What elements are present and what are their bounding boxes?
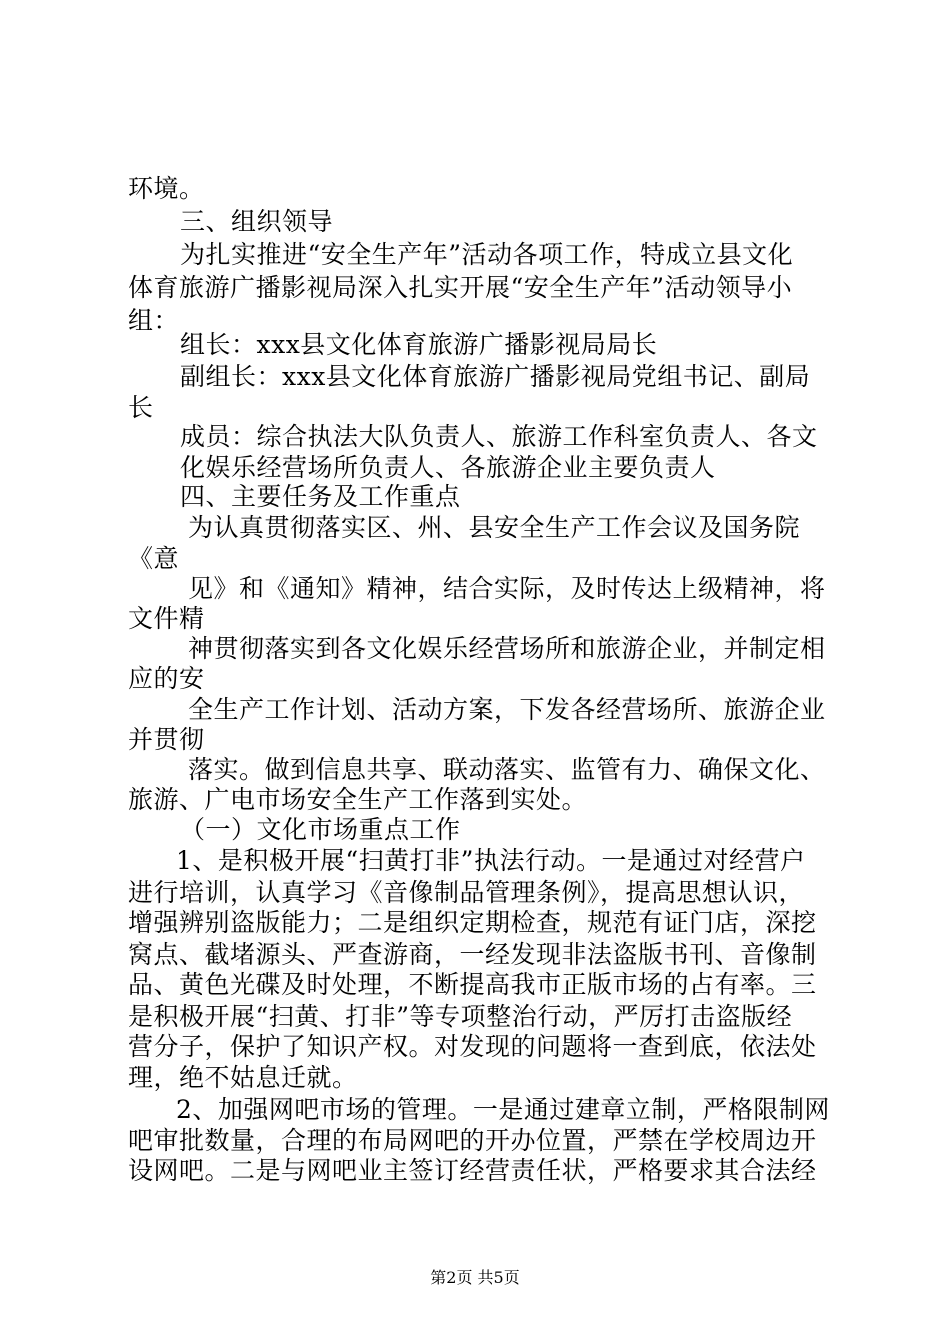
text-line: 理，绝不姑息迁就。 (128, 1063, 358, 1092)
text-line: 应的安 (128, 664, 205, 693)
text-line: 副组长：xxx县文化体育旅游广播影视局党组书记、副局 (180, 362, 811, 391)
text-line: 文件精 (128, 604, 205, 633)
text-line: 《意 (128, 544, 180, 573)
text-line: 吧审批数量，合理的布局网吧的开办位置，严禁在学校周边开 (128, 1126, 817, 1155)
text-line: 并贯彻 (128, 725, 205, 754)
text-line: 窝点、截堵源头、严查游商，一经发现非法盗版书刊、音像制 (128, 940, 817, 969)
text-line: 化娱乐经营场所负责人、各旅游企业主要负责人 (180, 453, 716, 482)
text-line: 见》和《通知》精神，结合实际，及时传达上级精神，将 (188, 574, 826, 603)
page-number-footer: 第2页 共5页 (430, 1268, 520, 1287)
text-line: 营分子，保护了知识产权。对发现的问题将一查到底，依法处 (128, 1032, 817, 1061)
text-line: 设网吧。二是与网吧业主签订经营责任状，严格要求其合法经 (128, 1156, 817, 1185)
text-line: 神贯彻落实到各文化娱乐经营场所和旅游企业，并制定相 (188, 634, 826, 663)
text-line: 进行培训，认真学习《音像制品管理条例》，提高思想认识， (128, 878, 805, 907)
text-line: 1、是积极开展“扫黄打非”执法行动。一是通过对经营户 (176, 846, 806, 875)
text-line: 为扎实推进“安全生产年”活动各项工作，特成立县文化 (180, 240, 794, 269)
text-line: 旅游、广电市场安全生产工作落到实处。 (128, 785, 588, 814)
section-heading: 三、组织领导 (180, 207, 334, 236)
text-line: 环境。 (128, 174, 205, 203)
text-line: 全生产工作计划、活动方案，下发各经营场所、旅游企业 (188, 695, 826, 724)
text-line: 组长：xxx县文化体育旅游广播影视局局长 (180, 330, 658, 359)
text-line: 品、黄色光碟及时处理，不断提高我市正版市场的占有率。三 (128, 970, 817, 999)
text-line: 落实。做到信息共享、联动落实、监管有力、确保文化、 (188, 755, 826, 784)
text-line: 增强辨别盗版能力；二是组织定期检查，规范有证门店，深挖 (128, 908, 817, 937)
text-line: 组： (128, 306, 180, 335)
section-heading: （一）文化市场重点工作 (180, 815, 461, 844)
text-line: 为认真贯彻落实区、州、县安全生产工作会议及国务院 (188, 513, 801, 542)
text-line: 成员：综合执法大队负责人、旅游工作科室负责人、各文 (180, 422, 818, 451)
section-heading: 四、主要任务及工作重点 (180, 482, 461, 511)
text-line: 体育旅游广播影视局深入扎实开展“安全生产年”活动领导小 (128, 273, 793, 302)
text-line: 是积极开展“扫黄、打非”等专项整治行动，严厉打击盗版经 (128, 1002, 793, 1031)
text-line: 长 (128, 393, 154, 422)
text-line: 2、加强网吧市场的管理。一是通过建章立制，严格限制网 (176, 1095, 830, 1124)
